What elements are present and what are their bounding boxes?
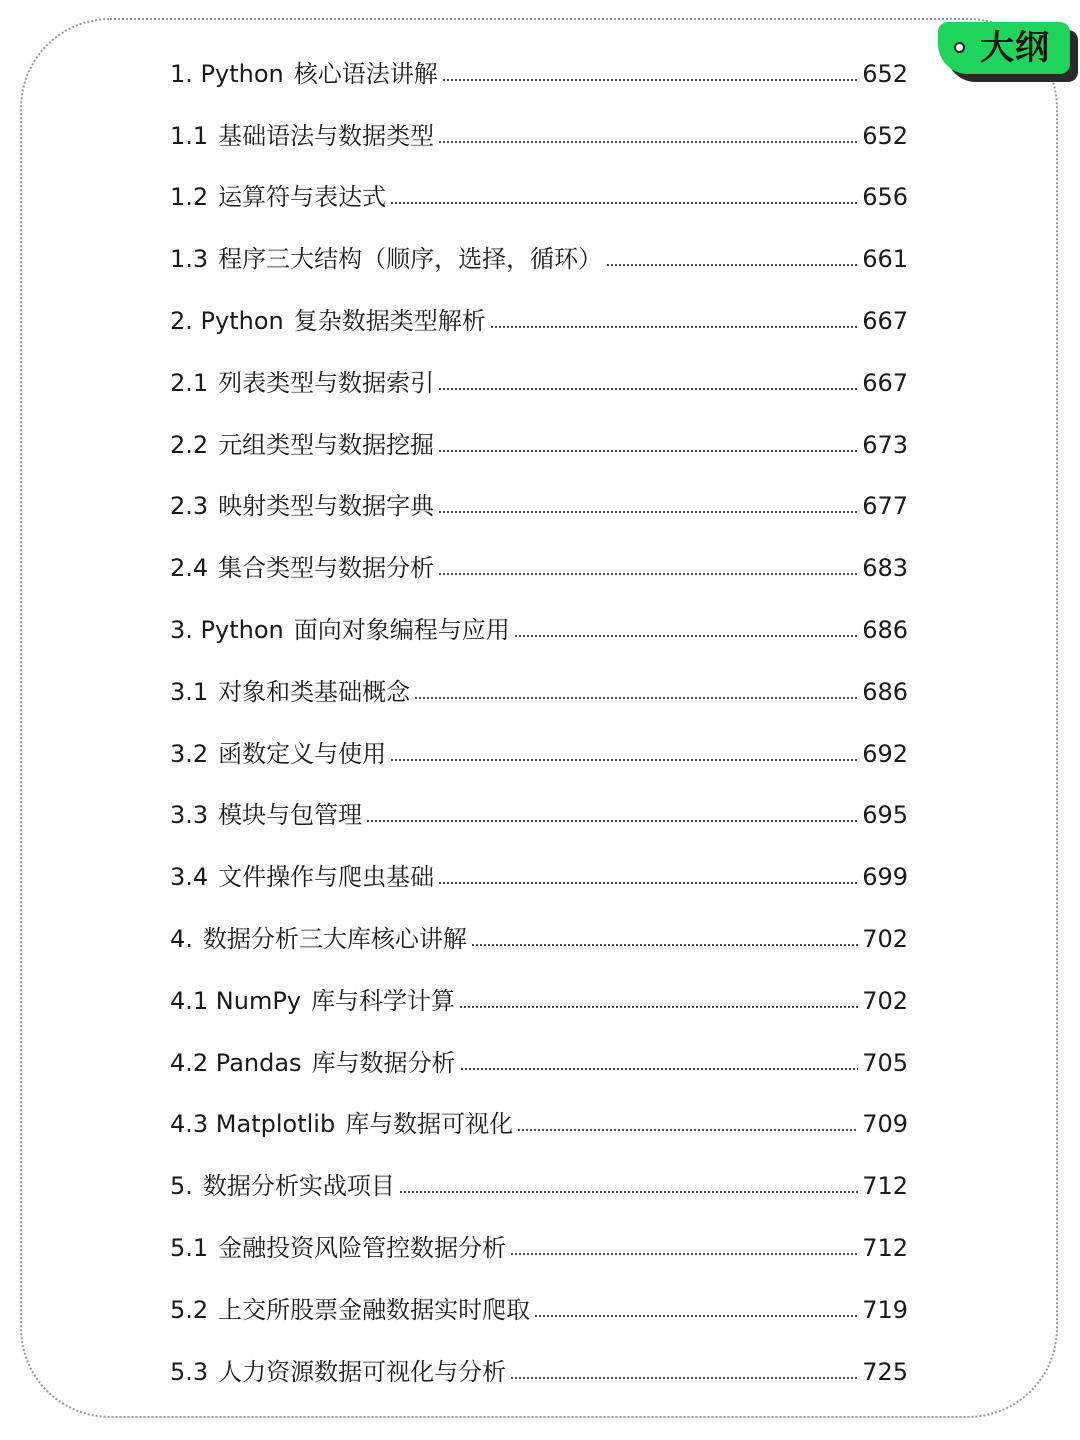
toc-entry-page: 652 — [862, 59, 908, 88]
toc-entry-title: 元组类型与数据挖掘 — [218, 430, 435, 459]
toc-entry-number: 2.4 — [170, 554, 209, 583]
toc-entry-page: 686 — [862, 616, 908, 645]
toc-entry[interactable] — [170, 1155, 908, 1217]
toc-entry-number: 1.3 — [170, 245, 209, 274]
toc-entry[interactable] — [170, 970, 908, 1032]
toc-entry-page: 695 — [862, 801, 908, 830]
toc-entry[interactable] — [170, 661, 908, 723]
toc-entry[interactable] — [170, 846, 908, 908]
outline-badge — [938, 22, 1070, 74]
toc-dot-leader — [414, 695, 858, 701]
toc-entry[interactable] — [170, 1217, 908, 1279]
toc-entry-title: 上交所股票金融数据实时爬取 — [218, 1295, 531, 1324]
toc-entry-title: 数据分析实战项目 — [202, 1172, 395, 1201]
toc-dot-leader — [471, 942, 858, 948]
toc-entry-page: 712 — [862, 1172, 908, 1201]
toc-entry-number: 5.1 — [170, 1234, 209, 1263]
toc-entry-number: 1.1 — [170, 121, 209, 150]
toc-entry[interactable] — [170, 414, 908, 476]
toc-dot-leader — [459, 1004, 858, 1010]
toc-entry[interactable] — [170, 1279, 908, 1341]
toc-dot-leader — [390, 200, 858, 206]
toc-entry-page: 709 — [862, 1110, 908, 1139]
toc-entry-number: 5.2 — [170, 1295, 209, 1324]
toc-dot-leader — [460, 1066, 859, 1072]
toc-entry-page: 661 — [862, 245, 908, 274]
toc-dot-leader — [514, 633, 858, 639]
toc-entry-title: 列表类型与数据索引 — [218, 368, 435, 397]
toc-entry-number: 2.2 — [170, 430, 209, 459]
toc-dot-leader — [490, 324, 858, 330]
toc-entry[interactable] — [170, 476, 908, 538]
toc-dot-leader — [510, 1251, 858, 1257]
badge-label: 大纲 — [980, 28, 1050, 68]
toc-entry-title: 程序三大结构（顺序，选择，循环） — [218, 245, 603, 274]
toc-entry-number: 4.1 NumPy — [170, 986, 302, 1015]
toc-entry-title: 库与数据分析 — [311, 1048, 456, 1077]
toc-entry-title: 金融投资风险管控数据分析 — [218, 1234, 507, 1263]
toc-entry-title: 函数定义与使用 — [218, 739, 387, 768]
toc-dot-leader — [438, 139, 858, 145]
toc-entry-title: 人力资源数据可视化与分析 — [218, 1357, 507, 1386]
toc-dot-leader — [510, 1375, 858, 1381]
toc-entry-number: 3.3 — [170, 801, 209, 830]
toc-entry[interactable] — [170, 1032, 908, 1094]
toc-entry-title: 面向对象编程与应用 — [293, 616, 510, 645]
toc-entry[interactable] — [170, 228, 908, 290]
toc-dot-leader — [366, 818, 858, 824]
toc-entry-title: 核心语法讲解 — [293, 59, 438, 88]
toc-entry-page: 673 — [862, 430, 908, 459]
toc-entry[interactable] — [170, 537, 908, 599]
table-of-contents — [170, 43, 908, 1403]
toc-dot-leader — [438, 880, 858, 886]
toc-entry-title: 对象和类基础概念 — [218, 677, 411, 706]
toc-entry[interactable] — [170, 723, 908, 785]
toc-entry-number: 3.4 — [170, 863, 209, 892]
toc-entry-page: 667 — [862, 307, 908, 336]
toc-entry[interactable] — [170, 1341, 908, 1403]
toc-dot-leader — [534, 1313, 858, 1319]
toc-entry-page: 677 — [862, 492, 908, 521]
toc-entry-title: 文件操作与爬虫基础 — [218, 863, 435, 892]
toc-dot-leader — [438, 509, 858, 515]
toc-entry-page: 692 — [862, 739, 908, 768]
toc-entry-page: 667 — [862, 368, 908, 397]
toc-entry[interactable] — [170, 290, 908, 352]
toc-entry-page: 656 — [862, 183, 908, 212]
toc-entry[interactable] — [170, 167, 908, 229]
toc-entry-page: 686 — [862, 677, 908, 706]
toc-entry-number: 2. Python — [170, 307, 284, 336]
toc-entry[interactable] — [170, 908, 908, 970]
toc-entry-page: 705 — [862, 1048, 908, 1077]
toc-entry-page: 699 — [862, 863, 908, 892]
toc-entry-number: 1. Python — [170, 59, 284, 88]
toc-entry-number: 5. — [170, 1172, 193, 1201]
toc-entry-number: 3. Python — [170, 616, 284, 645]
toc-entry-title: 基础语法与数据类型 — [218, 121, 435, 150]
toc-entry-title: 模块与包管理 — [218, 801, 363, 830]
toc-entry-page: 702 — [862, 925, 908, 954]
toc-entry-number: 2.3 — [170, 492, 209, 521]
toc-entry-number: 3.2 — [170, 739, 209, 768]
toc-entry-title: 库与科学计算 — [311, 986, 456, 1015]
toc-entry-page: 725 — [862, 1357, 908, 1386]
toc-entry-page: 712 — [862, 1234, 908, 1263]
toc-dot-leader — [399, 1189, 858, 1195]
toc-entry[interactable] — [170, 105, 908, 167]
toc-entry-title: 集合类型与数据分析 — [218, 554, 435, 583]
toc-entry-page: 652 — [862, 121, 908, 150]
toc-entry-number: 3.1 — [170, 677, 209, 706]
toc-entry-number: 1.2 — [170, 183, 209, 212]
toc-entry-title: 数据分析三大库核心讲解 — [202, 925, 467, 954]
toc-dot-leader — [606, 262, 858, 268]
toc-entry-page: 702 — [862, 986, 908, 1015]
toc-dot-leader — [438, 448, 858, 454]
toc-entry-number: 4. — [170, 925, 193, 954]
toc-entry-page: 719 — [862, 1295, 908, 1324]
toc-entry-number: 4.2 Pandas — [170, 1048, 302, 1077]
toc-entry[interactable] — [170, 352, 908, 414]
toc-entry[interactable] — [170, 599, 908, 661]
toc-entry[interactable] — [170, 785, 908, 847]
toc-entry-title: 映射类型与数据字典 — [218, 492, 435, 521]
toc-entry-page: 683 — [862, 554, 908, 583]
toc-entry-title: 库与数据可视化 — [345, 1110, 514, 1139]
toc-entry-title: 运算符与表达式 — [218, 183, 387, 212]
toc-dot-leader — [517, 1127, 858, 1133]
toc-entry[interactable] — [170, 43, 908, 105]
toc-entry-title: 复杂数据类型解析 — [293, 307, 486, 336]
toc-dot-leader — [442, 77, 858, 83]
toc-entry[interactable] — [170, 1094, 908, 1156]
toc-dot-leader — [438, 571, 858, 577]
toc-dot-leader — [390, 757, 858, 763]
badge-dot-icon — [954, 42, 965, 53]
toc-entry-number: 5.3 — [170, 1357, 209, 1386]
toc-entry-number: 2.1 — [170, 368, 209, 397]
toc-entry-number: 4.3 Matplotlib — [170, 1110, 336, 1139]
toc-dot-leader — [438, 386, 858, 392]
